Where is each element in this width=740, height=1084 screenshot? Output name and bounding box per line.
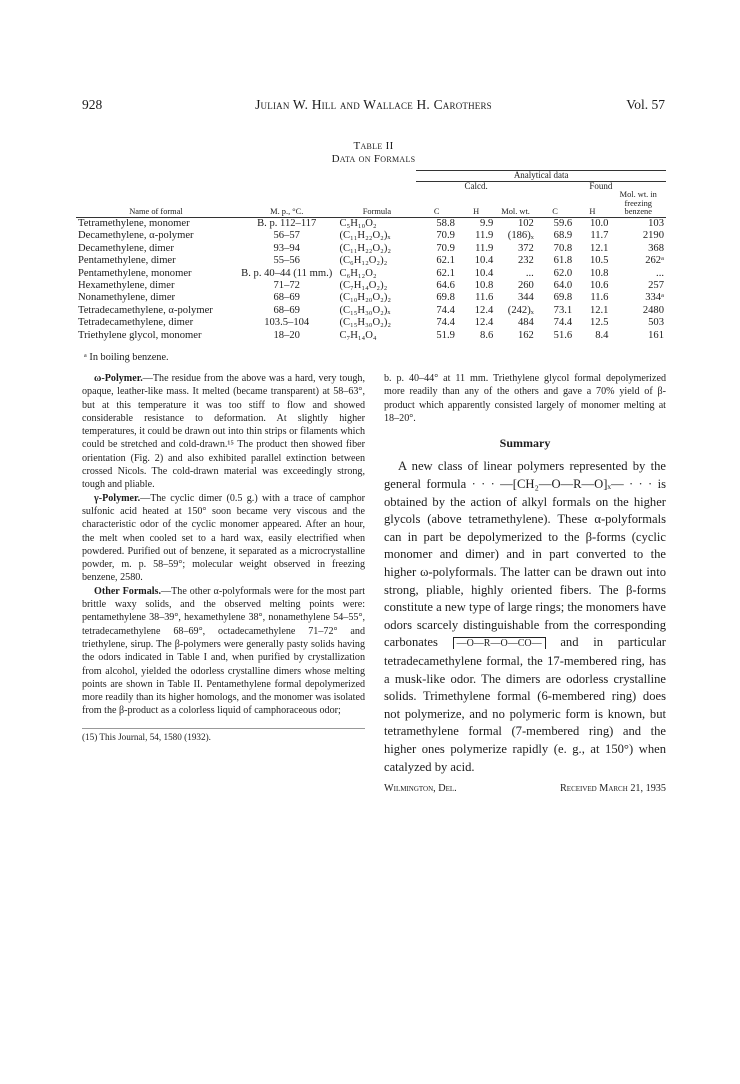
cell-fc: 69.8 — [553, 292, 573, 304]
left-column — [82, 372, 365, 718]
cell-h: 11.9 — [475, 230, 494, 242]
col-header-found-c: C — [552, 207, 558, 217]
cell-c: 70.9 — [436, 242, 455, 254]
cell-h: 10.8 — [474, 280, 494, 291]
cell-molwt: 484 — [517, 317, 534, 329]
cell-fh: 11.6 — [590, 292, 609, 304]
cell-mp: 93–94 — [273, 242, 300, 254]
cell-c: 62.1 — [436, 255, 455, 267]
cell-formula: (C₁₅H₃₀O₂)₂ — [339, 317, 392, 329]
cell-h: 8.6 — [480, 329, 494, 341]
cell-molwt: 232 — [517, 255, 534, 267]
cell-molwt: (242)ₓ — [507, 304, 534, 316]
cell-fc: 62.0 — [553, 267, 573, 279]
analytical-data-header: Analytical data — [416, 171, 666, 182]
ring-formula: —O—R—O—CO— — [453, 635, 546, 649]
cell-formula: (C₁₀H₂₀O₂)₂ — [339, 292, 392, 304]
cell-mp: 56–57 — [273, 230, 300, 242]
summary-heading: Summary — [499, 436, 551, 451]
cell-mp: 103.5–104 — [264, 317, 310, 329]
col-header-mp: M. p., °C. — [270, 207, 304, 217]
calcd-header: Calcd. — [416, 181, 535, 191]
cell-fh: 10.5 — [589, 255, 609, 267]
cell-c: 69.8 — [436, 292, 455, 304]
cell-fc: 64.0 — [553, 280, 573, 291]
cell-molwt: 260 — [517, 280, 534, 291]
received-label: Received March 21, 1935 — [560, 783, 666, 795]
cell-formula: (C₆H₁₂O₂)₂ — [339, 255, 388, 267]
other-formals-text: —The other α-polyformals were for the most part brittle waxy solids, and the observed melting points were: pentamethylene 38–39°, hexamethylene 38°, nonamethylene 54–55°, tetradecamethylene 68–69°, octadecamethylene 71–72° and triethylene, sirup. The β-polymers were generally pasty solids having the odors indicated in Table I and, when purified by crystallization from alcohol, yielded the odorless crystalline dimers whose melting points are shown in Table II. Pentamethylene formal depolymerized more readily than its higher homologs, and the monomer was isolated from the β-product as a colorless liquid of camphoraceous odor; — [82, 585, 366, 717]
cell-name: Decamethylene, dimer — [78, 242, 174, 254]
cell-fc: 51.6 — [553, 329, 573, 341]
formals-table — [76, 170, 666, 342]
table-footnote: ᵃ In boiling benzene. — [84, 352, 169, 363]
table-row — [76, 230, 666, 242]
table-row — [76, 317, 666, 329]
cell-fc: 74.4 — [553, 317, 573, 329]
table-row — [76, 330, 666, 342]
cell-frz: 103 — [648, 217, 664, 229]
cell-mp: 68–69 — [273, 292, 300, 304]
cell-molwt: 162 — [517, 329, 534, 341]
table-row — [76, 292, 666, 304]
running-authors: Julian W. Hill and Wallace H. Carothers — [255, 97, 492, 112]
col-header-formula: Formula — [362, 207, 392, 217]
cell-h: 10.4 — [474, 255, 494, 267]
col-header-freezing: Mol. wt. in freezing benzene — [619, 190, 657, 217]
cell-name: Decamethylene, α-polymer — [78, 230, 194, 242]
running-header — [82, 97, 665, 113]
cell-fc: 73.1 — [553, 304, 573, 316]
cell-mp: 71–72 — [273, 280, 300, 291]
col-header-found-h: H — [589, 207, 596, 217]
col-header-molwt: Mol. wt. — [501, 207, 530, 217]
cell-formula: (C₁₁H₂₂O₂)ₓ — [339, 230, 391, 242]
cell-frz: 334ᵃ — [645, 292, 664, 304]
cell-name: Tetradecamethylene, dimer — [78, 317, 194, 329]
cell-c: 58.8 — [436, 217, 455, 229]
cell-h: 11.6 — [475, 292, 494, 304]
right-column — [384, 372, 666, 795]
cell-fh: 10.0 — [589, 217, 609, 229]
continuation-text: b. p. 40–44° at 11 mm. Triethylene glycol formal depolymerized more readily than any of the others and gave a 70% yield of β-product which apparently consisted largely of monomer melting at 18–20°. — [384, 373, 666, 424]
cell-name: Nonamethylene, dimer — [78, 292, 176, 304]
cell-frz: 257 — [648, 280, 664, 291]
cell-c: 64.6 — [436, 280, 455, 291]
table-caption: Table II — [353, 140, 394, 152]
cell-name: Pentamethylene, dimer — [78, 255, 176, 267]
cell-mp: 68–69 — [273, 304, 300, 316]
gamma-polymer-heading: γ-Polymer. — [94, 492, 141, 504]
cell-name: Pentamethylene, monomer — [78, 267, 192, 279]
cell-fh: 10.8 — [589, 267, 609, 279]
cell-fh: 12.1 — [589, 304, 609, 316]
cell-molwt: 372 — [517, 242, 534, 254]
place-label: Wilmington, Del. — [384, 783, 457, 795]
table-row — [76, 255, 666, 267]
cell-fh: 10.6 — [589, 280, 609, 291]
summary-part-2: and in particular tetradecamethylene formal, the 17-membered ring, has a musk-like odor. The dimers are odorless crystalline solids. Trimethylene formal (6-membered ring) does not polymerize, and no polymeric form is known, but tetramethylene formal (7-membered ring) and the higher ones polymerize rapidly (e. g., at 150°) when catalyzed by acid. — [384, 635, 667, 774]
page-number: 928 — [82, 97, 103, 112]
gamma-polymer-text: —The cyclic dimer (0.5 g.) with a trace of camphor sulfonic acid heated at 150° soon became very viscous and the characteristic odor of the cyclic monomer appeared. After an hour, the melt when cooled set to a hard wax, easily electrified when powdered. Purified out of benzene, it separated as a microcrystalline powder, m. p. 58–59°; molecular weight observed in freezing benzene, 2580. — [82, 492, 365, 584]
cell-fh: 12.1 — [589, 242, 609, 254]
cell-name: Hexamethylene, dimer — [78, 280, 175, 291]
cell-frz: 503 — [648, 317, 664, 329]
table-row — [76, 243, 666, 255]
cell-molwt: 102 — [517, 217, 534, 229]
table-row — [76, 305, 666, 317]
cell-fc: 61.8 — [553, 255, 573, 267]
cell-fc: 59.6 — [553, 217, 573, 229]
table-row — [76, 280, 666, 292]
cell-fc: 70.8 — [553, 242, 573, 254]
cell-fc: 68.9 — [553, 230, 573, 242]
other-formals-heading: Other Formals. — [94, 585, 162, 597]
cell-fh: 11.7 — [590, 230, 609, 242]
cell-fh: 8.4 — [595, 329, 609, 341]
cell-mp: B. p. 112–117 — [257, 217, 317, 229]
cell-frz: 262ᵃ — [645, 255, 664, 267]
cell-c: 70.9 — [436, 230, 455, 242]
cell-name: Tetramethylene, monomer — [78, 217, 190, 229]
cell-c: 74.4 — [436, 304, 455, 316]
signature-line — [384, 782, 666, 795]
cell-name: Tetradecamethylene, α-polymer — [78, 304, 213, 316]
col-header-h: H — [473, 207, 480, 217]
cell-h: 11.9 — [475, 242, 494, 254]
found-header: Found — [536, 181, 666, 191]
cell-frz: 161 — [648, 329, 664, 341]
cell-frz: ... — [656, 267, 664, 279]
cell-formula: C₇H₁₄O₄ — [339, 329, 377, 341]
cell-molwt: ... — [525, 267, 534, 279]
cell-frz: 2480 — [642, 304, 664, 316]
omega-polymer-heading: ω-Polymer. — [94, 373, 143, 384]
cell-formula: C₆H₁₂O₂ — [339, 267, 377, 279]
col-header-name: Name of formal — [129, 207, 183, 217]
cell-molwt: (186)ₓ — [507, 230, 534, 242]
cell-c: 62.1 — [436, 267, 455, 279]
cell-frz: 2190 — [642, 230, 664, 242]
cell-formula: (C₇H₁₄O₂)₂ — [339, 280, 388, 291]
cell-name: Triethylene glycol, monomer — [78, 329, 202, 341]
cell-mp: 55–56 — [273, 255, 300, 267]
cell-h: 12.4 — [474, 317, 494, 329]
cell-h: 9.9 — [480, 217, 494, 229]
cell-mp: 18–20 — [273, 329, 300, 341]
cell-c: 74.4 — [436, 317, 455, 329]
table-row — [76, 268, 666, 280]
summary-part-1: A new class of linear polymers represented by the general formula · · · —[CH₂—O—R—O]ₓ— · · · is obtained by the action of alkyl formals on the higher glycols (above tetramethylene). These α-polyformals can in part be depolymerized to the β-forms (cyclic monomer and dimer) and in part converted to the higher ω-polyformals. The latter can be drawn out into strong, pliable, highly oriented fibers. The β-forms constitute a new type of large rings; the monomers have odors scarcely distinguishable from the corresponding carbonates — [384, 459, 667, 650]
cell-frz: 368 — [648, 242, 664, 254]
omega-polymer-text: —The residue from the above was a hard, very tough, opaque, leather-like mass. It melted (became transparent) at 58–63°, but at this temperature it was too stiff to flow and showed considerable resistance to deformation. At slightly higher temperatures, it could be drawn out into thin strips or filaments which could be stretched and cold-drawn.¹⁵ The product then showed fiber orientation (Fig. 2) and also exhibited parallel extinction between crossed Nicols. The cold-drawn material was exceedingly strong, tough and pliable. — [82, 373, 365, 491]
cell-formula: C₅H₁₀O₂ — [339, 217, 377, 229]
cell-mp: B. p. 40–44 (11 mm.) — [241, 267, 333, 279]
cell-formula: (C₁₁H₂₂O₂)₂ — [339, 242, 392, 254]
cell-fh: 12.5 — [589, 317, 609, 329]
table-title: Data on Formals — [331, 153, 416, 165]
summary-text — [384, 458, 666, 776]
cell-h: 10.4 — [474, 267, 494, 279]
volume-label: Vol. 57 — [626, 97, 665, 112]
cell-formula: (C₁₅H₃₀O₂)ₓ — [339, 304, 391, 316]
table-row — [76, 217, 666, 230]
cell-h: 12.4 — [474, 304, 494, 316]
col-header-c: C — [433, 207, 440, 217]
cell-molwt: 344 — [517, 292, 534, 304]
cell-c: 51.9 — [436, 329, 455, 341]
footnote-reference: (15) This Journal, 54, 1580 (1932). — [82, 728, 365, 742]
